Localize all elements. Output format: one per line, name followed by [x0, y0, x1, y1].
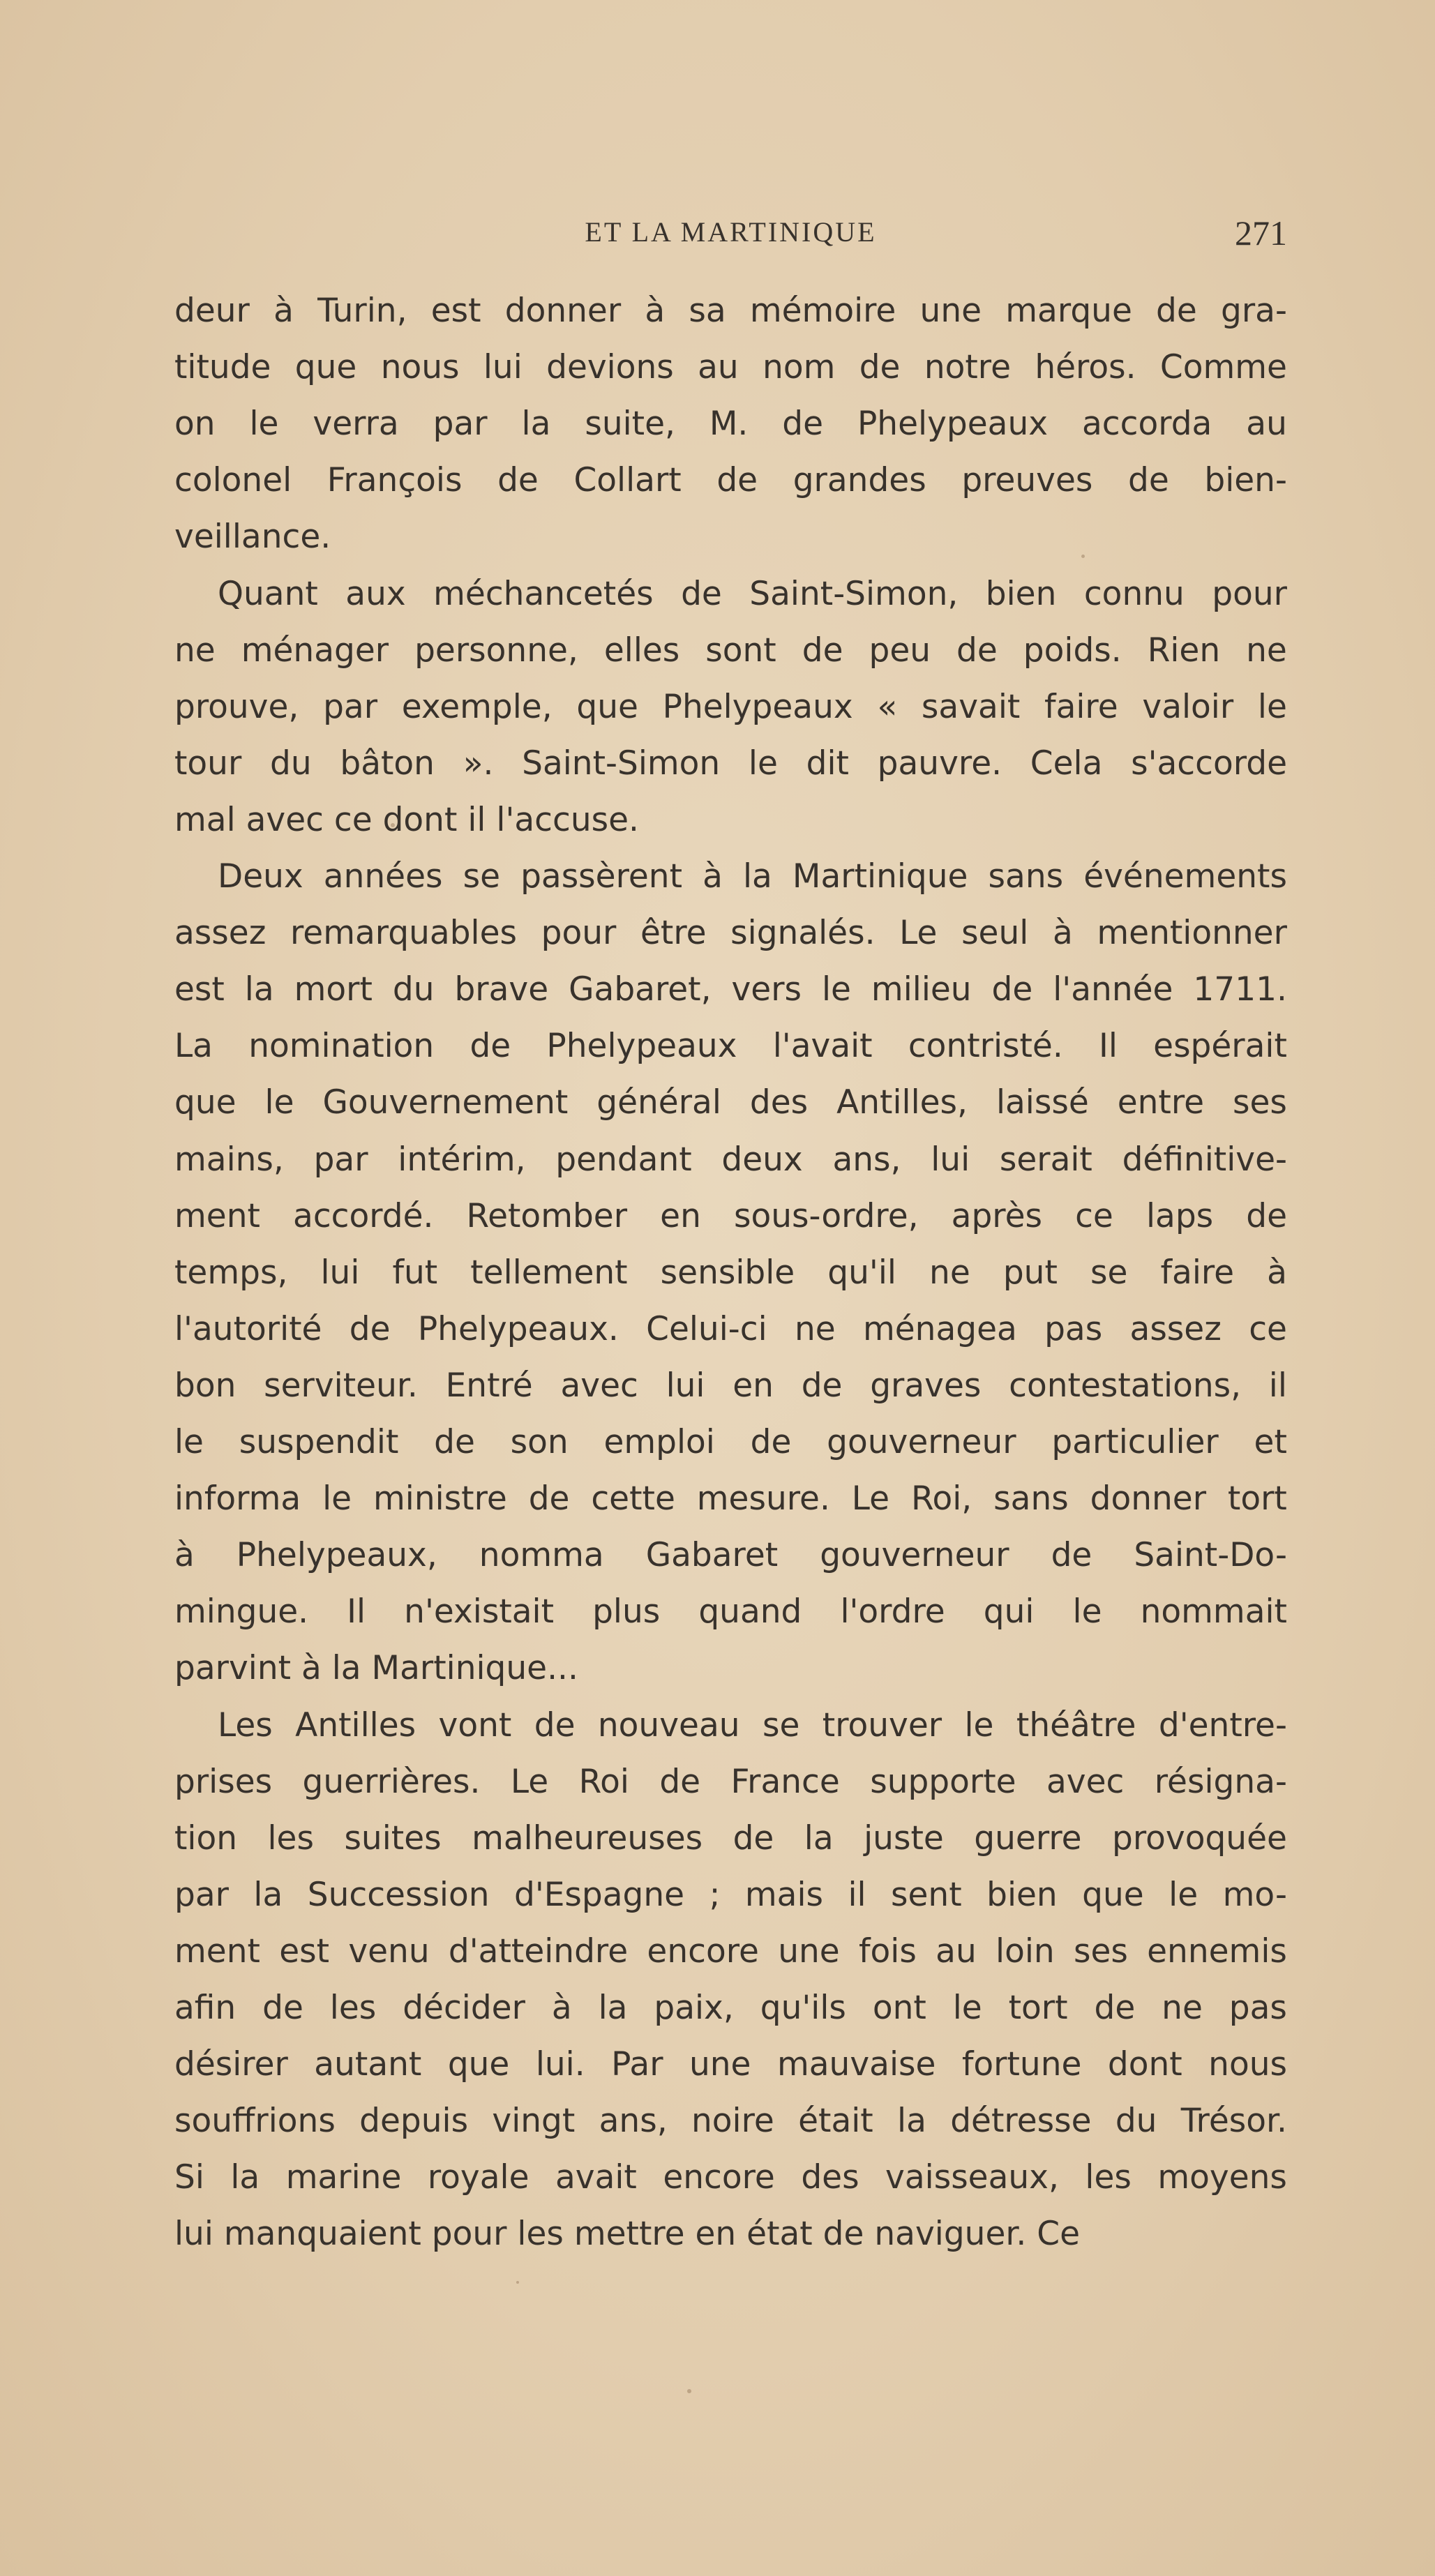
text-line: tion les suites malheureuses de la juste guerre provoquée — [174, 1818, 1287, 1858]
text-line: Si la marine royale avait encore des vaisseaux, les moyens — [174, 2158, 1287, 2197]
text-line: Deux années se passèrent à la Martinique sans événements — [218, 857, 1287, 896]
text-line: mains, par intérim, pendant deux ans, lui serait définitive- — [174, 1140, 1287, 1179]
text-line: on le verra par la suite, M. de Phelypeaux accorda au — [174, 405, 1287, 444]
text-line: informa le ministre de cette mesure. Le Roi, sans donner tort — [174, 1479, 1287, 1519]
text-line: La nomination de Phelypeaux l'avait contristé. Il espérait — [174, 1027, 1287, 1066]
text-line: titude que nous lui devions au nom de notre héros. Comme — [174, 348, 1287, 387]
paper-speck — [516, 2281, 519, 2284]
text-line: par la Succession d'Espagne ; mais il sent bien que le mo- — [174, 1875, 1287, 1914]
text-line: ne ménager personne, elles sont de peu de poids. Rien ne — [174, 631, 1287, 670]
paper-speck — [1081, 555, 1085, 558]
text-line: deur à Turin, est donner à sa mémoire une marque de gra- — [174, 292, 1287, 330]
paper-speck — [391, 823, 395, 827]
text-line: Quant aux méchancetés de Saint-Simon, bien connu pour — [218, 574, 1287, 613]
text-line: que le Gouvernement général des Antilles, laissé entre ses — [174, 1083, 1287, 1122]
text-line: ment est venu d'atteindre encore une fois au loin ses ennemis — [174, 1931, 1287, 1971]
text-line: désirer autant que lui. Par une mauvaise fortune dont nous — [174, 2045, 1287, 2084]
text-line: bon serviteur. Entré avec lui en de graves contestations, il — [174, 1366, 1287, 1405]
text-line: veillance. — [174, 518, 331, 557]
text-line: souffrions depuis vingt ans, noire était la détresse du Trésor. — [174, 2102, 1287, 2141]
text-line: Les Antilles vont de nouveau se trouver le théâtre d'entre- — [218, 1705, 1287, 1745]
text-line: l'autorité de Phelypeaux. Celui-ci ne ménagea pas assez ce — [174, 1309, 1287, 1348]
paper-speck — [687, 2389, 691, 2393]
text-line: mingue. Il n'existait plus quand l'ordre qui le nommait — [174, 1592, 1287, 1632]
text-line: est la mort du brave Gabaret, vers le milieu de l'année 1711. — [174, 970, 1287, 1009]
running-head — [174, 213, 1287, 255]
text-line: prouve, par exemple, que Phelypeaux « savait faire valoir le — [174, 687, 1287, 726]
text-line: temps, lui fut tellement sensible qu'il ne put se faire à — [174, 1253, 1287, 1292]
page-number: 271 — [1235, 213, 1287, 253]
text-line: à Phelypeaux, nomma Gabaret gouverneur de Saint-Do- — [174, 1536, 1287, 1575]
text-line: lui manquaient pour les mettre en état de naviguer. Ce — [174, 2215, 1080, 2254]
text-line: afin de les décider à la paix, qu'ils ont le tort de ne pas — [174, 1989, 1287, 2027]
text-line: assez remarquables pour être signalés. Le seul à mentionner — [174, 914, 1287, 953]
text-line: tour du bâton ». Saint-Simon le dit pauvre. Cela s'accorde — [174, 744, 1287, 783]
text-line: le suspendit de son emploi de gouverneur particulier et — [174, 1423, 1287, 1461]
text-line: colonel François de Collart de grandes preuves de bien- — [174, 461, 1287, 500]
text-line: mal avec ce dont il l'accuse. — [174, 800, 639, 839]
text-line: prises guerrières. Le Roi de France supporte avec résigna- — [174, 1762, 1287, 1801]
running-title: ET LA MARTINIQUE — [585, 216, 877, 248]
text-line: ment accordé. Retomber en sous-ordre, après ce laps de — [174, 1196, 1287, 1235]
text-line: parvint à la Martinique... — [174, 1649, 578, 1688]
